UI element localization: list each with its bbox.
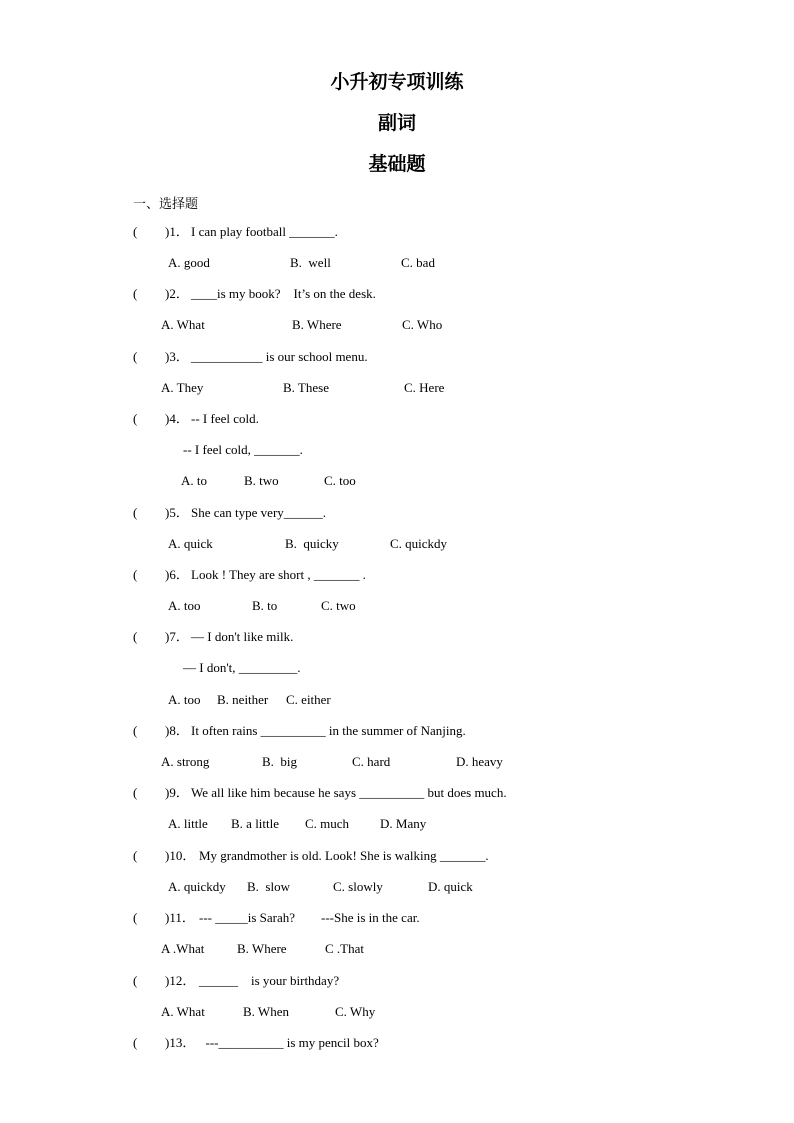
question-number: )4． xyxy=(165,411,189,426)
answer-option: B. When xyxy=(243,1004,289,1019)
answer-option: B. well xyxy=(290,255,331,270)
question-stem: ---__________ is my pencil box? xyxy=(199,1035,379,1050)
answer-option: B. to xyxy=(252,598,278,613)
question-stem: ___________ is our school menu. xyxy=(191,349,368,364)
question-stem: ______ is your birthday? xyxy=(199,973,340,988)
document-level: 基础题 xyxy=(368,153,426,175)
question-stem: I can play football _______. xyxy=(191,224,338,239)
answer-option: C. too xyxy=(324,473,356,488)
answer-paren: ( xyxy=(133,629,138,644)
question-stem: It often rains __________ in the summer of Nanjing. xyxy=(191,723,466,738)
question-number: )6． xyxy=(165,567,189,582)
document-title: 小升初专项训练 xyxy=(330,71,464,93)
answer-option: D. Many xyxy=(380,816,427,831)
answer-paren: ( xyxy=(133,1035,138,1050)
question-reply: -- I feel cold, _______. xyxy=(183,442,303,457)
answer-option: A. What xyxy=(161,1004,205,1019)
answer-option: D. heavy xyxy=(456,754,503,769)
answer-option: B. Where xyxy=(292,317,342,332)
question-number: )10． xyxy=(165,848,196,863)
answer-paren: ( xyxy=(133,973,138,988)
answer-option: A. quickdy xyxy=(168,879,226,894)
answer-option: C. Who xyxy=(402,317,443,332)
question-number: )11． xyxy=(165,910,195,925)
answer-option: A. What xyxy=(161,317,205,332)
answer-option: C. two xyxy=(321,598,356,613)
answer-paren: ( xyxy=(133,411,138,426)
answer-option: D. quick xyxy=(428,879,473,894)
question-number: )5． xyxy=(165,505,189,520)
answer-option: C. quickdy xyxy=(390,536,448,551)
answer-option: A .What xyxy=(161,941,205,956)
answer-paren: ( xyxy=(133,286,138,301)
question-reply: — I don't, _________. xyxy=(183,660,301,675)
answer-option: A. little xyxy=(168,816,208,831)
answer-option: A. to xyxy=(181,473,207,488)
question-stem: — I don't like milk. xyxy=(191,629,294,644)
answer-option: C. either xyxy=(286,692,331,707)
answer-option: C. Why xyxy=(335,1004,376,1019)
answer-option: A. too xyxy=(168,598,201,613)
answer-option: A. quick xyxy=(168,536,213,551)
question-stem: ____is my book? It’s on the desk. xyxy=(191,286,376,301)
answer-option: C. Here xyxy=(404,380,445,395)
section-heading: 一、选择题 xyxy=(133,197,199,212)
document-subtitle: 副词 xyxy=(377,112,416,134)
answer-option: B. quicky xyxy=(285,536,339,551)
answer-paren: ( xyxy=(133,785,138,800)
answer-option: C. slowly xyxy=(333,879,383,894)
answer-paren: ( xyxy=(133,224,138,239)
answer-option: A. strong xyxy=(161,754,210,769)
answer-option: C. bad xyxy=(401,255,435,270)
answer-paren: ( xyxy=(133,349,138,364)
question-number: )13． xyxy=(165,1035,196,1050)
answer-option: B. slow xyxy=(247,879,290,894)
answer-option: B. a little xyxy=(231,816,280,831)
answer-paren: ( xyxy=(133,505,138,520)
answer-option: C .That xyxy=(325,941,364,956)
answer-option: A. good xyxy=(168,255,210,270)
answer-paren: ( xyxy=(133,567,138,582)
answer-option: A. They xyxy=(161,380,204,395)
question-stem: -- I feel cold. xyxy=(191,411,259,426)
question-number: )9． xyxy=(165,785,189,800)
question-number: )12． xyxy=(165,973,196,988)
question-stem: We all like him because he says __________ but does much. xyxy=(191,785,507,800)
question-number: )3． xyxy=(165,349,189,364)
answer-option: B. two xyxy=(244,473,279,488)
question-stem: --- _____is Sarah? ---She is in the car. xyxy=(199,910,420,925)
answer-paren: ( xyxy=(133,910,138,925)
question-number: )2． xyxy=(165,286,189,301)
answer-option: C. hard xyxy=(352,754,391,769)
question-number: )1． xyxy=(165,224,189,239)
question-stem: My grandmother is old. Look! She is walking _______. xyxy=(199,848,489,863)
question-number: )8． xyxy=(165,723,189,738)
answer-option: B. Where xyxy=(237,941,287,956)
answer-option: A. too xyxy=(168,692,201,707)
question-number: )7． xyxy=(165,629,189,644)
question-stem: She can type very______. xyxy=(191,505,327,520)
answer-paren: ( xyxy=(133,848,138,863)
answer-paren: ( xyxy=(133,723,138,738)
answer-option: C. much xyxy=(305,816,350,831)
question-stem: Look ! They are short , _______ . xyxy=(191,567,366,582)
answer-option: B. big xyxy=(262,754,298,769)
answer-option: B. neither xyxy=(217,692,269,707)
answer-option: B. These xyxy=(283,380,329,395)
